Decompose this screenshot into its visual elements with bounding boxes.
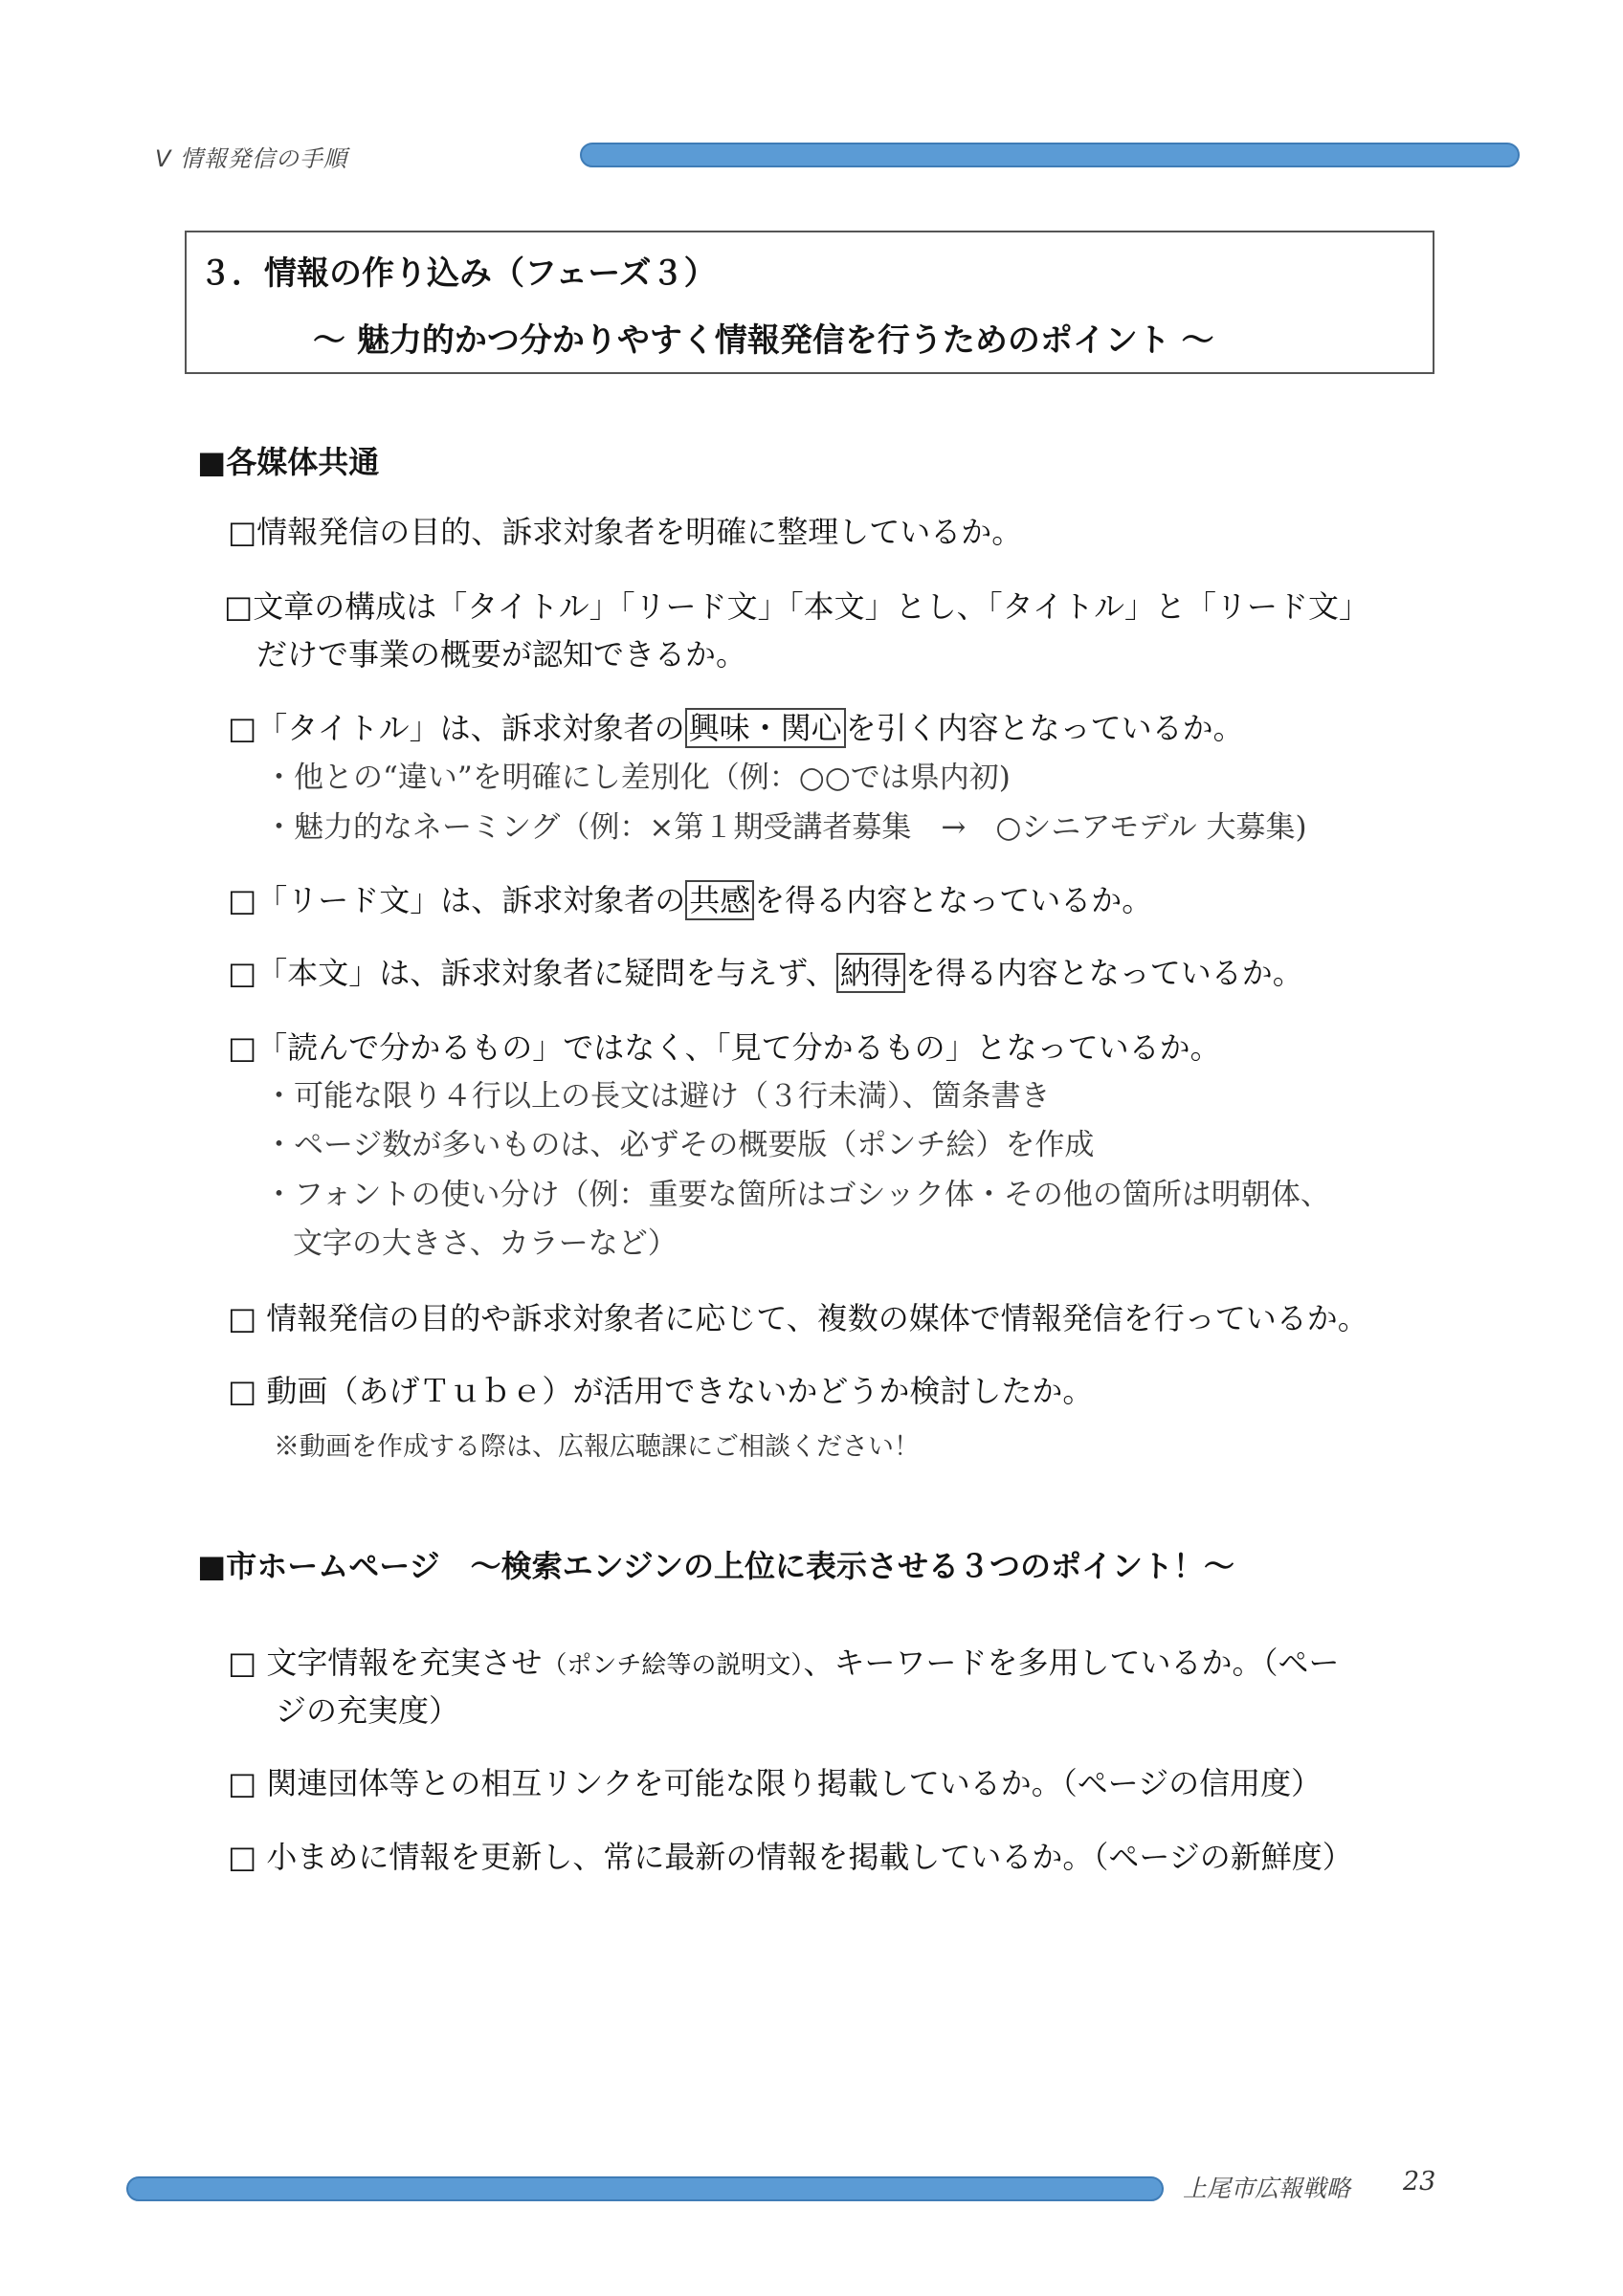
footer-decor-bar <box>126 2176 1164 2201</box>
item-text: □「本文」は、訴求対象者に疑問を与えず、 <box>228 955 836 991</box>
checklist-item-cont: ジの充実度） <box>276 1692 460 1729</box>
checklist-item: □ 情報発信の目的や訴求対象者に応じて、複数の媒体で情報発信を行っているか。 <box>228 1300 1368 1336</box>
checklist-item <box>228 1638 1339 1690</box>
checklist-item <box>228 948 1303 998</box>
section-heading-homepage: ■市ホームページ ～検索エンジンの上位に表示させる３つのポイント！～ <box>197 1548 1234 1584</box>
checklist-item: □文章の構成は「タイトル」「リード文」「本文」とし、「タイトル」と「リード文」 <box>224 588 1369 625</box>
section-heading-common: ■各媒体共通 <box>197 444 380 480</box>
chapter-label: Ⅴ 情報発信の手順 <box>155 145 348 172</box>
emphasis-box: 納得 <box>836 953 905 993</box>
item-text-small: （ポンチ絵等の説明文） <box>542 1651 804 1680</box>
section-title: ３．情報の作り込み（フェーズ３） <box>199 254 717 293</box>
sub-bullet: ・可能な限り４行以上の長文は避け（３行未満）、箇条書き <box>264 1079 1051 1114</box>
checklist-item-cont: だけで事業の概要が認知できるか。 <box>256 636 747 673</box>
item-text: を引く内容となっているか。 <box>845 710 1244 746</box>
checklist-item: □ 関連団体等との相互リンクを可能な限り掲載しているか。（ページの信用度） <box>228 1765 1323 1801</box>
emphasis-box: 興味・関心 <box>685 708 846 748</box>
sub-bullet: ・ページ数が多いものは、必ずその概要版（ポンチ絵）を作成 <box>264 1128 1095 1162</box>
item-text: 、キーワードを多用しているか。（ペー <box>803 1645 1340 1681</box>
checklist-item: □ 小まめに情報を更新し、常に最新の情報を掲載しているか。（ページの新鮮度） <box>228 1839 1353 1875</box>
publication-name: 上尾市広報戦略 <box>1183 2175 1351 2202</box>
checklist-item: □情報発信の目的、訴求対象者を明確に整理しているか。 <box>228 514 1023 550</box>
note-text: ※動画を作成する際は、広報広聴課にご相談ください！ <box>274 1432 920 1462</box>
item-text: □「リード文」は、訴求対象者の <box>228 882 686 918</box>
item-text: □ 文字情報を充実させ <box>228 1645 543 1681</box>
checklist-item <box>228 703 1244 753</box>
sub-bullet-cont: 文字の大きさ、カラーなど） <box>293 1226 678 1261</box>
sub-bullet: ・フォントの使い分け（例：重要な箇所はゴシック体・その他の箇所は明朝体、 <box>264 1178 1330 1212</box>
sub-bullet: ・他との“違い”を明確にし差別化（例：○○では県内初) <box>264 761 1011 795</box>
page-number: 23 <box>1403 2167 1436 2197</box>
header-decor-bar <box>580 143 1520 167</box>
emphasis-box: 共感 <box>685 880 754 920</box>
checklist-item: □「読んで分かるもの」ではなく、「見て分かるもの」となっているか。 <box>228 1029 1221 1066</box>
section-subtitle: ～ 魅力的かつ分かりやすく情報発信を行うためのポイント ～ <box>313 321 1214 360</box>
sub-bullet: ・魅力的なネーミング（例：×第１期受講者募集 → ○シニアモデル 大募集) <box>264 810 1307 845</box>
checklist-item <box>228 875 1152 925</box>
item-text: を得る内容となっているか。 <box>904 955 1303 991</box>
item-text: を得る内容となっているか。 <box>754 882 1153 918</box>
checklist-item: □ 動画（あげＴｕｂｅ）が活用できないかどうか検討したか。 <box>228 1373 1094 1409</box>
item-text: □「タイトル」は、訴求対象者の <box>228 710 685 746</box>
